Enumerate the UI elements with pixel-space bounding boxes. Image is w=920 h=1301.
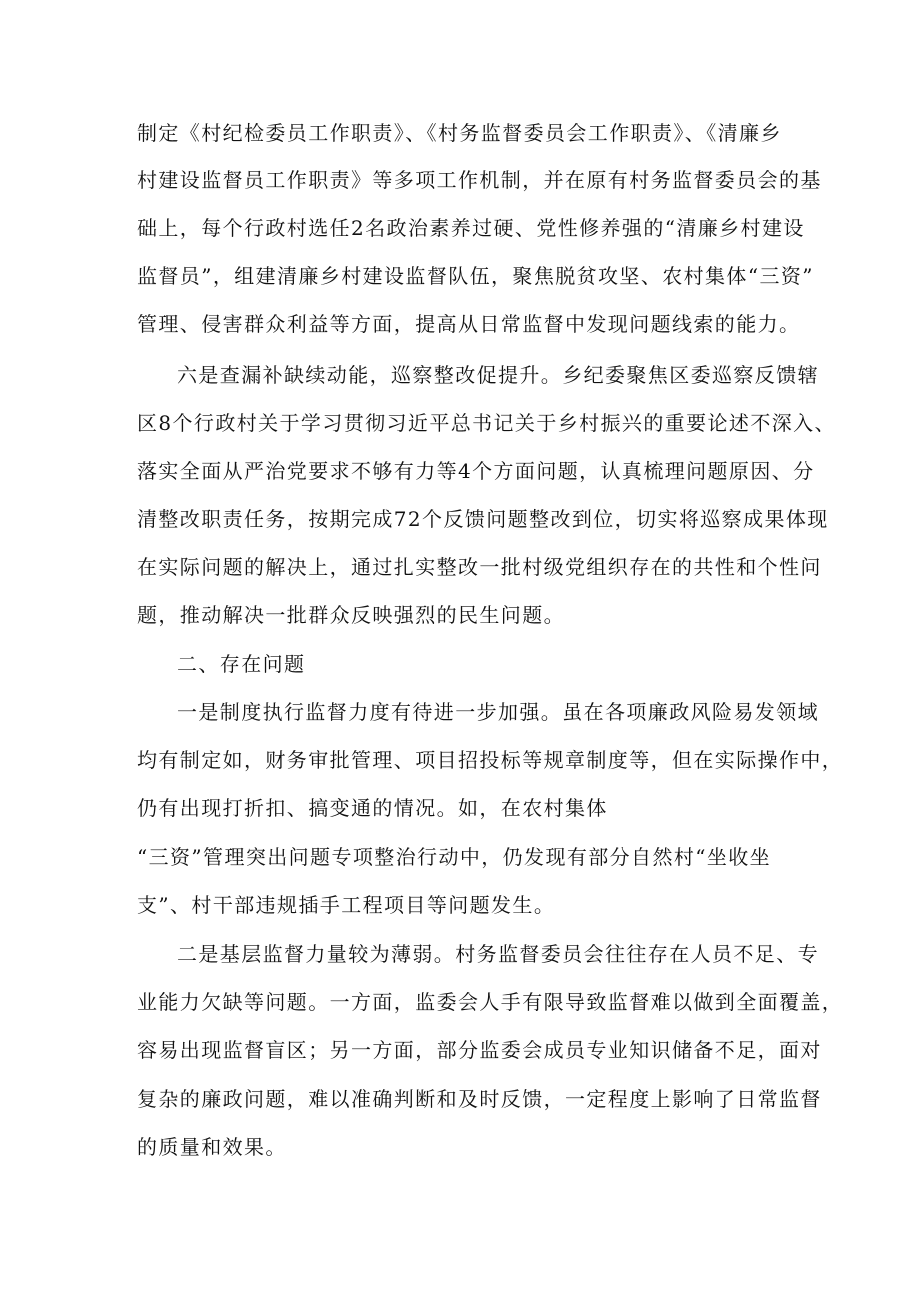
text-line: 一是制度执行监督力度有待进一步加强。虽在各项廉政风险易发领域 (177, 700, 819, 724)
text-line: 二是基层监督力量较为薄弱。村务监督委员会往往存在人员不足、专 (177, 942, 819, 966)
text-line: 村建设监督员工作职责》等多项工作机制，并在原有村务监督委员会的基 (137, 168, 822, 192)
text-line: 业能力欠缺等问题。一方面，监委会人手有限导致监督难以做到全面覆盖， (137, 990, 844, 1014)
text-line: 仍有出现打折扣、搞变通的情况。如，在农村集体 (137, 796, 608, 820)
text-line: 在实际问题的解决上，通过扎实整改一批村级党组织存在的共性和个性问 (137, 555, 822, 579)
text-line: “三资”管理突出问题专项整治行动中，仍发现有部分自然村“坐收坐 (137, 845, 772, 869)
text-line: 础上，每个行政村选任2名政治素养过硬、党性修养强的“清廉乡村建设 (137, 216, 805, 240)
text-line: 的质量和效果。 (137, 1135, 287, 1159)
text-line: 管理、侵害群众利益等方面，提高从日常监督中发现问题线索的能力。 (137, 312, 801, 336)
text-line: 六是查漏补缺续动能，巡察整改促提升。乡纪委聚焦区委巡察反馈辖 (177, 363, 819, 387)
text-line: 区8个行政村关于学习贯彻习近平总书记关于乡村振兴的重要论述不深入、 (137, 411, 836, 435)
text-line: 复杂的廉政问题，难以准确判断和及时反馈，一定程度上影响了日常监督 (137, 1087, 822, 1111)
text-line: 清整改职责任务，按期完成72个反馈问题整改到位，切实将巡察成果体现 (137, 507, 829, 531)
text-line: 监督员”，组建清廉乡村建设监督队伍，聚焦脱贫攻坚、农村集体“三资” (137, 264, 814, 288)
text-line: 支”、村干部违规插手工程项目等问题发生。 (137, 893, 556, 917)
section-heading: 二、存在问题 (177, 652, 306, 676)
text-line: 题，推动解决一批群众反映强烈的民生问题。 (137, 603, 565, 627)
text-line: 制定《村纪检委员工作职责》、《村务监督委员会工作职责》、《清廉乡 (137, 121, 782, 145)
text-line: 落实全面从严治党要求不够有力等4个方面问题，认真梳理问题原因、分 (137, 459, 815, 483)
text-line: 均有制定如，财务审批管理、项目招投标等规章制度等，但在实际操作中， (137, 748, 844, 772)
text-line: 容易出现监督盲区；另一方面，部分监委会成员专业知识储备不足，面对 (137, 1038, 822, 1062)
